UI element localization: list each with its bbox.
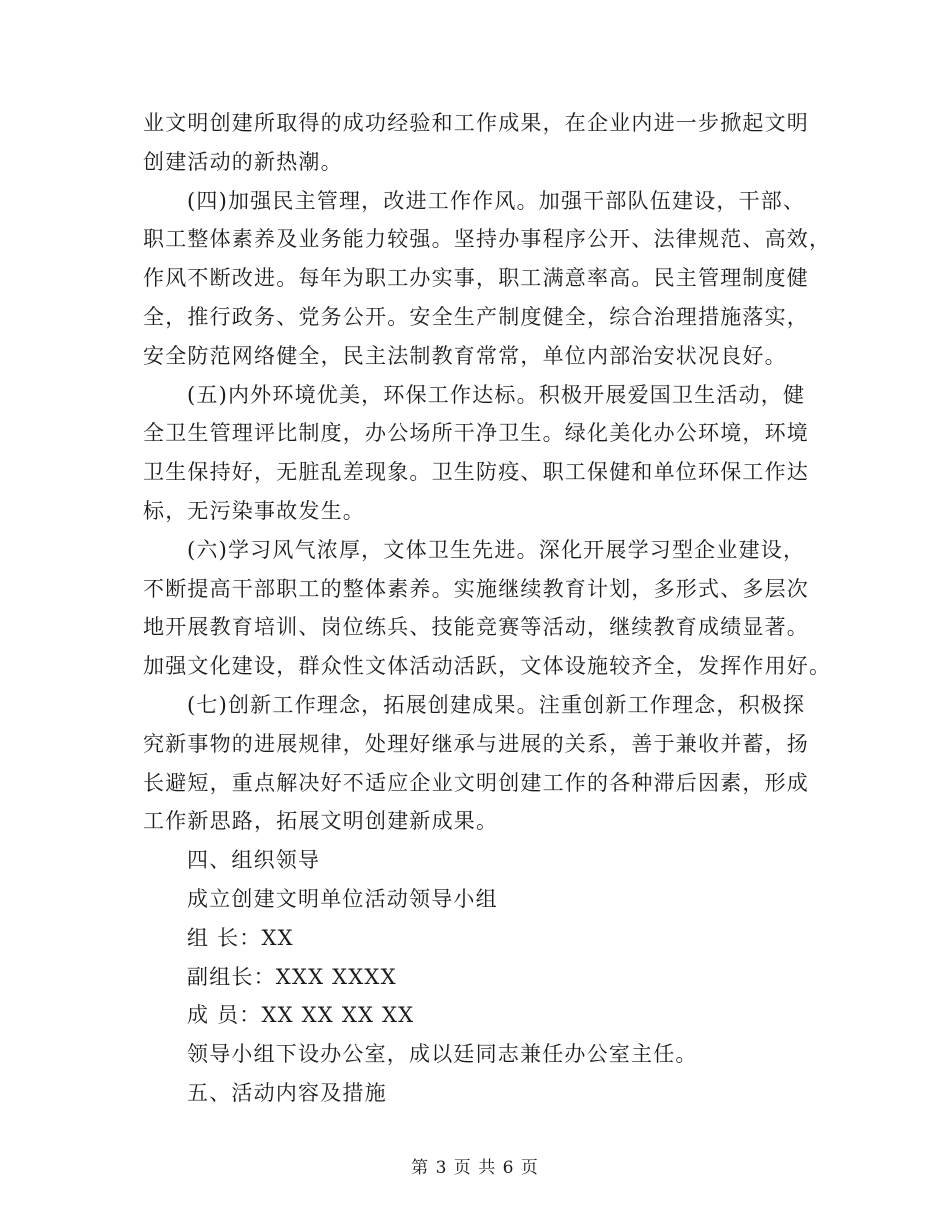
body-line: 组 长：XX [187, 925, 294, 950]
body-line: (七)创新工作理念，拓展创建成果。注重创新工作理念，积极探 [187, 692, 806, 717]
body-line: 工作新思路，拓展文明创建新成果。 [143, 809, 499, 834]
body-line: 领导小组下设办公室，成以廷同志兼任办公室主任。 [187, 1042, 698, 1067]
body-line: 标，无污染事故发生。 [143, 498, 365, 523]
page-number-footer: 第 3 页 共 6 页 [411, 1158, 539, 1178]
body-line: 长避短，重点解决好不适应企业文明创建工作的各种滞后因素，形成 [143, 770, 809, 795]
body-line: 加强文化建设，群众性文体活动活跃，文体设施较齐全，发挥作用好。 [143, 654, 832, 679]
body-line: (六)学习风气浓厚，文体卫生先进。深化开展学习型企业建设， [187, 537, 806, 562]
section-heading: 四、组织领导 [187, 848, 321, 873]
body-line: 作风不断改进。每年为职工办实事，职工满意率高。民主管理制度健 [143, 266, 809, 291]
body-line: 成 员：XX XX XX XX [187, 1003, 415, 1028]
body-line: 安全防范网络健全，民主法制教育常常，单位内部治安状况良好。 [143, 343, 787, 368]
body-line: 职工整体素养及业务能力较强。坚持办事程序公开、法律规范、高效， [143, 227, 832, 252]
body-line: 全卫生管理评比制度，办公场所干净卫生。绿化美化办公环境，环境 [143, 421, 809, 446]
body-line: (五)内外环境优美，环保工作达标。积极开展爱国卫生活动，健 [187, 382, 806, 407]
body-line: 创建活动的新热潮。 [143, 149, 343, 174]
section-heading: 五、活动内容及措施 [187, 1080, 387, 1105]
body-line: 成立创建文明单位活动领导小组 [187, 886, 498, 911]
body-line: 卫生保持好，无脏乱差现象。卫生防疫、职工保健和单位环保工作达 [143, 460, 809, 485]
body-line: 究新事物的进展规律，处理好继承与进展的关系，善于兼收并蓄，扬 [143, 731, 809, 756]
body-line: 副组长：XXX XXXX [187, 964, 397, 989]
body-line: 全，推行政务、党务公开。安全生产制度健全，综合治理措施落实， [143, 304, 809, 329]
body-line: 业文明创建所取得的成功经验和工作成果，在企业内进一步掀起文明 [143, 111, 809, 135]
body-line: 不断提高干部职工的整体素养。实施继续教育计划，多形式、多层次 [143, 576, 809, 601]
body-line: (四)加强民主管理，改进工作作风。加强干部队伍建设，干部、 [187, 188, 806, 213]
document-body [143, 104, 832, 1113]
body-line: 地开展教育培训、岗位练兵、技能竞赛等活动，继续教育成绩显著。 [143, 615, 809, 640]
